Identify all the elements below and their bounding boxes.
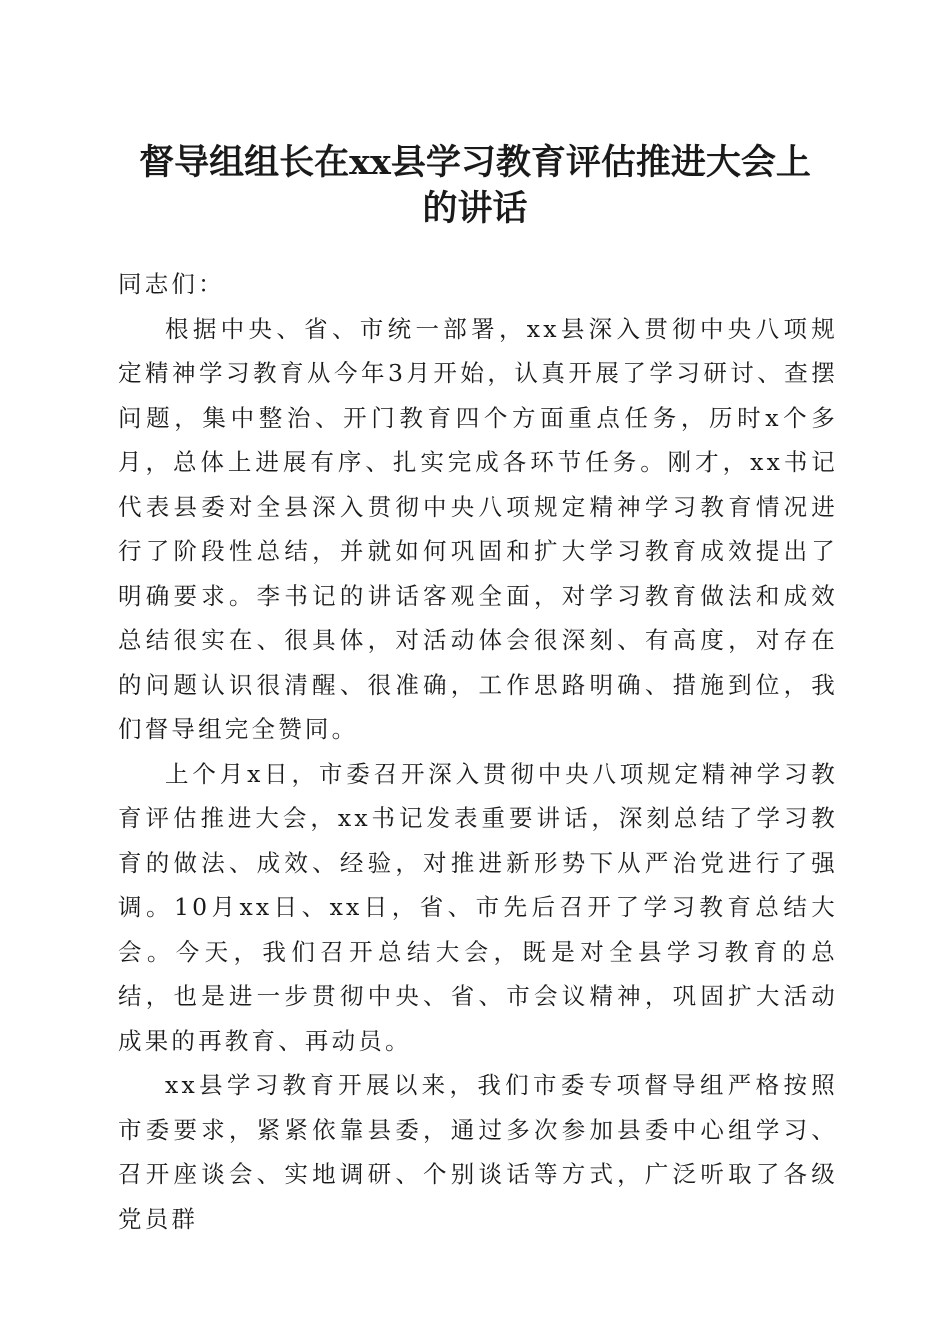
title-line-1: 督导组组长在xx县学习教育评估推进大会上	[139, 142, 811, 183]
title-line-2: 的讲话	[422, 188, 528, 229]
paragraph-2: 上个月x日，市委召开深入贯彻中央八项规定精神学习教育评估推进大会，xx书记发表重要讲话，深刻总结了学习教育的做法、成效、经验，对推进新形势下从严治党进行了强调。10月xx日、xx日，省、市先后召开了学习教育总结大会。今天，我们召开总结大会，既是对全县学习教育的总结，也是进一步贯彻中央、省、市会议精神，巩固扩大活动成果的再教育、再动员。	[118, 759, 838, 1055]
document-body	[118, 262, 838, 1241]
paragraph-3: xx县学习教育开展以来，我们市委专项督导组严格按照市委要求，紧紧依靠县委，通过多次参加县委中心组学习、召开座谈会、实地调研、个别谈话等方式，广泛听取了各级党员群	[118, 1071, 838, 1233]
salutation: 同志们：	[118, 270, 225, 298]
paragraph-1: 根据中央、省、市统一部署，xx县深入贯彻中央八项规定精神学习教育从今年3月开始，认真开展了学习研讨、查摆问题，集中整治、开门教育四个方面重点任务，历时x个多月，总体上进展有序、扎实完成各环节任务。刚才，xx书记代表县委对全县深入贯彻中央八项规定精神学习教育情况进行了阶段性总结，并就如何巩固和扩大学习教育成效提出了明确要求。李书记的讲话客观全面，对学习教育做法和成效总结很实在、很具体，对活动体会很深刻、有高度，对存在的问题认识很清醒、很准确，工作思路明确、措施到位，我们督导组完全赞同。	[118, 314, 838, 743]
document-title	[100, 140, 850, 232]
